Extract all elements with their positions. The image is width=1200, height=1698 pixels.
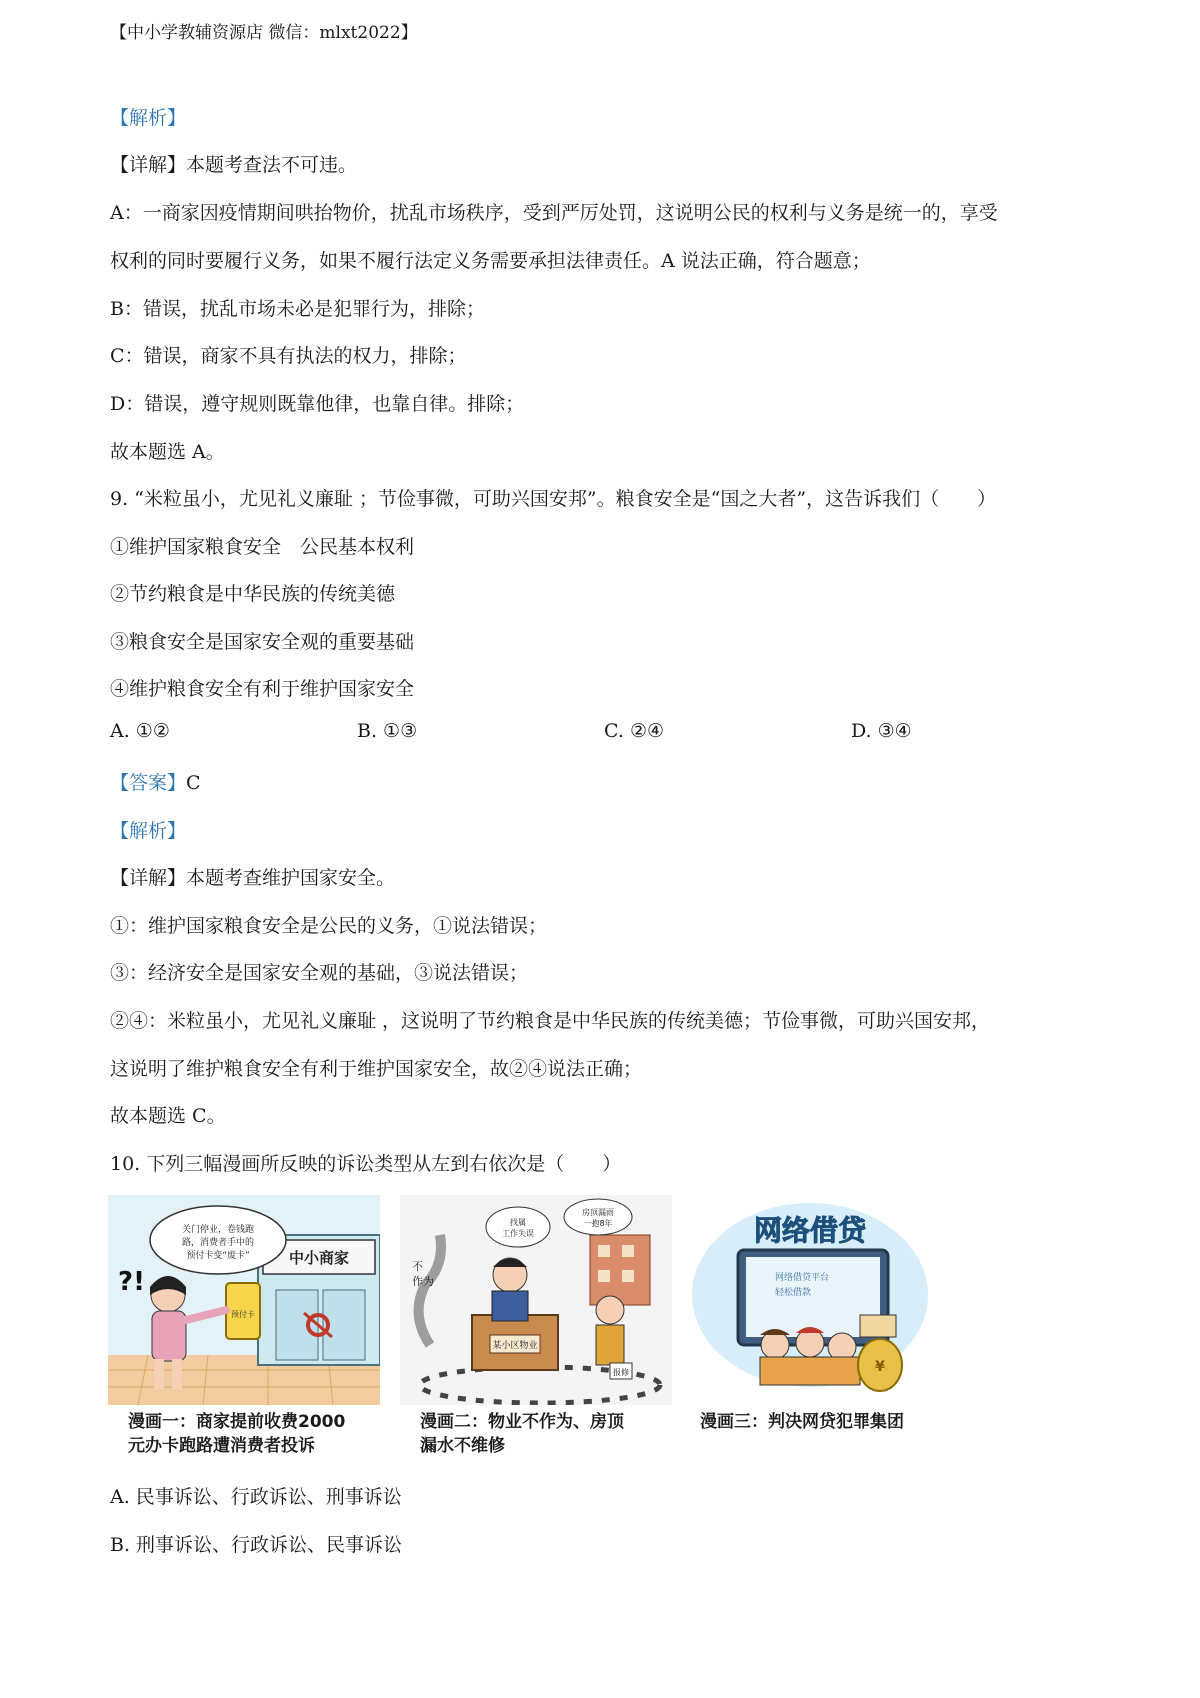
option-a: A. 民事诉讼、行政诉讼、刑事诉讼	[110, 1486, 402, 1508]
explanation-line: A：一商家因疫情期间哄抬物价，扰乱市场秩序，受到严厉处罚，这说明公民的权利与义务是统一的，享受	[110, 202, 998, 224]
explanation-line: ②④：米粒虽小，尤见礼义廉耻 ，这说明了节约粮食是中华民族的传统美德；节俭事微，可助兴国安邦，	[110, 1010, 991, 1032]
bubble-two-text: 房顶漏雨	[582, 1208, 614, 1217]
option-d: D. ③④	[851, 720, 912, 742]
question-item: ②节约粮食是中华民族的传统美德	[110, 583, 396, 605]
surprise-marks: ?!	[118, 1267, 145, 1297]
explanation-line: 这说明了维护粮食安全有利于维护国家安全，故②④说法正确；	[110, 1058, 643, 1080]
shop-sign-text: 中小商家	[288, 1249, 350, 1267]
inaction-label-top: 不	[412, 1260, 423, 1273]
repair-note-text: 报修	[613, 1368, 629, 1377]
answer-line	[110, 768, 201, 795]
speech-bubble-text: 关门停业，卷钱跑	[181, 1225, 255, 1235]
option-b: B. ①③	[357, 720, 418, 742]
answer-options	[110, 720, 1010, 750]
question-item: ④维护粮食安全有利于维护国家安全	[110, 678, 415, 700]
option-b: B. 刑事诉讼、行政诉讼、民事诉讼	[110, 1534, 403, 1556]
explanation-line: B：错误，扰乱市场未必是犯罪行为，排除；	[110, 298, 485, 320]
caption-line: 漫画一：商家提前收费2000	[128, 1412, 346, 1432]
caption-line: 漏水不维修	[420, 1436, 505, 1456]
caption-line: 元办卡跑路遭消费者投诉	[128, 1436, 315, 1456]
caption-line: 漫画三：判决网贷犯罪集团	[700, 1412, 904, 1432]
conclusion-line: 故本题选 C。	[110, 1105, 226, 1127]
explanation-line: C：错误，商家不具有执法的权力，排除；	[110, 345, 467, 367]
explanation-line: D：错误，遵守规则既靠他律，也靠自律。排除；	[110, 393, 525, 415]
answer-value: C	[186, 772, 201, 794]
svg-text:预付卡变“废卡”: 预付卡变“废卡”	[186, 1251, 250, 1261]
caption-line: 漫画二：物业不作为、房顶	[420, 1412, 624, 1432]
answer-label: 【答案】	[110, 772, 187, 794]
cartoon-two-image	[400, 1195, 672, 1405]
detail-line: 【详解】本题考查法不可违。	[110, 154, 358, 176]
prepaid-card-text: 预付卡	[231, 1310, 255, 1319]
screen-text-line2: 轻松借款	[775, 1288, 812, 1298]
svg-text:路，消费者手中的: 路，消费者手中的	[181, 1238, 255, 1248]
question-item: ①维护国家粮食安全 公民基本权利	[110, 536, 415, 558]
cartoon-one-caption	[128, 1410, 345, 1458]
question-item: ③粮食安全是国家安全观的重要基础	[110, 631, 415, 653]
explanation-line: ③：经济安全是国家安全观的基础，③说法错误；	[110, 962, 529, 984]
option-a: A. ①②	[110, 720, 170, 742]
cartoon-one-image	[108, 1195, 380, 1405]
bubble-one-text: 找属	[510, 1218, 526, 1227]
question-stem: 10. 下列三幅漫画所反映的诉讼类型从左到右依次是（ ）	[110, 1153, 622, 1175]
money-bag-mark: ¥	[875, 1359, 885, 1375]
svg-text:一抱8年: 一抱8年	[583, 1219, 613, 1228]
analysis-heading: 【解析】	[110, 107, 187, 129]
cartoon-two-caption	[420, 1410, 624, 1458]
detail-line: 【详解】本题考查维护国家安全。	[110, 867, 396, 889]
svg-text:工作失误: 工作失误	[502, 1229, 534, 1238]
page-header: 【中小学教辅资源店 微信：mlxt2022】	[110, 23, 418, 43]
conclusion-line: 故本题选 A。	[110, 441, 225, 463]
analysis-heading: 【解析】	[110, 820, 187, 842]
cartoon-three-caption	[700, 1410, 904, 1434]
cartoon-three-title: 网络借贷	[753, 1214, 867, 1247]
cartoon-three-image	[680, 1195, 940, 1405]
screen-text-line1: 网络借贷平台	[775, 1273, 830, 1283]
desk-sign-text: 某小区物业	[492, 1341, 538, 1351]
question-stem: 9. “米粒虽小，尤见礼义廉耻 ；节俭事微，可助兴国安邦”。粮食安全是“国之大者”，这告诉我们（ ）	[110, 488, 997, 510]
inaction-label-bottom: 作为	[412, 1275, 434, 1288]
explanation-line: ①：维护国家粮食安全是公民的义务，①说法错误；	[110, 915, 548, 937]
option-c: C. ②④	[604, 720, 665, 742]
explanation-line: 权利的同时要履行义务，如果不履行法定义务需要承担法律责任。A 说法正确，符合题意；	[110, 250, 871, 272]
